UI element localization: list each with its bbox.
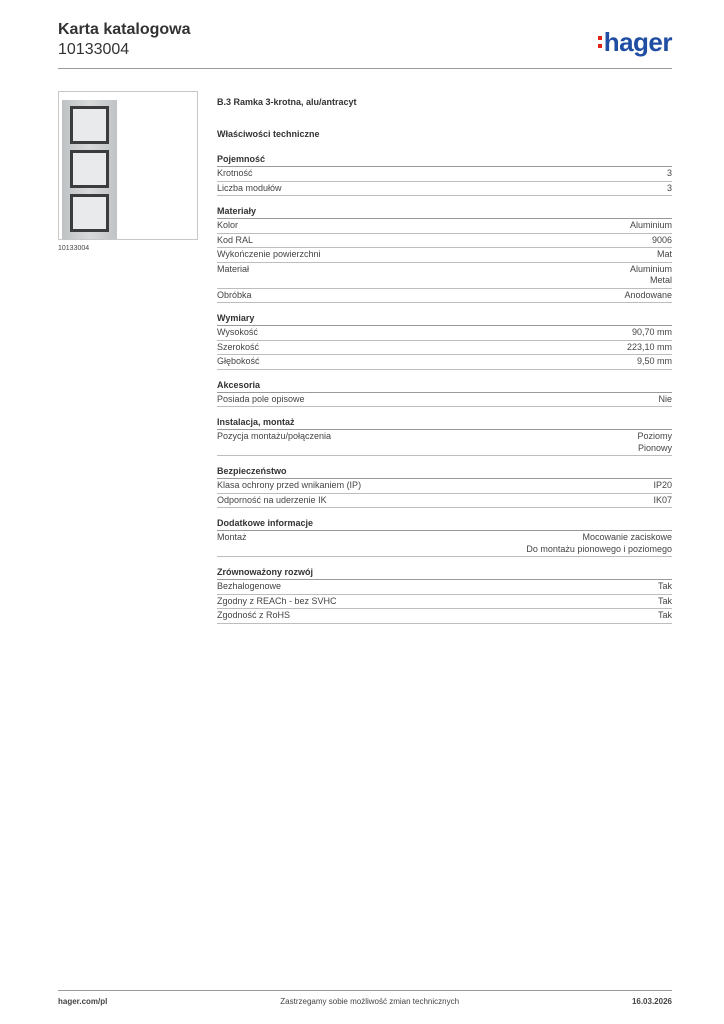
property-label: Obróbka bbox=[217, 289, 252, 300]
property-value-line: Tak bbox=[657, 610, 672, 620]
property-value-line: Pionowy bbox=[637, 442, 672, 453]
footer-divider bbox=[58, 990, 672, 991]
property-row bbox=[217, 494, 672, 509]
property-row bbox=[217, 248, 672, 263]
property-value-line: 9,50 mm bbox=[636, 356, 672, 366]
property-label: Odporność na uderzenie IK bbox=[217, 494, 327, 505]
property-value bbox=[624, 290, 672, 302]
property-value bbox=[526, 532, 672, 555]
property-value bbox=[667, 183, 672, 195]
header-divider bbox=[58, 68, 672, 69]
property-label: Głębokość bbox=[217, 356, 260, 366]
property-value-line: 3 bbox=[666, 182, 672, 193]
group-title: Dodatkowe informacje bbox=[217, 516, 672, 531]
property-value bbox=[658, 610, 672, 622]
product-details bbox=[217, 96, 672, 632]
property-value bbox=[627, 342, 672, 354]
property-value-line: IK07 bbox=[653, 494, 672, 505]
image-caption: 10133004 bbox=[58, 245, 90, 252]
property-value-line: Metal bbox=[649, 275, 672, 285]
property-value bbox=[658, 394, 672, 406]
group-title: Bezpieczeństwo bbox=[217, 464, 672, 479]
property-label: Krotność bbox=[217, 168, 253, 178]
property-value bbox=[657, 249, 672, 261]
property-label: Zgodność z RoHS bbox=[217, 610, 291, 620]
property-value bbox=[637, 356, 672, 368]
property-value-line: 9006 bbox=[651, 234, 672, 245]
property-label: Kod RAL bbox=[217, 234, 254, 245]
property-value-line: Aluminium bbox=[629, 220, 672, 230]
property-group bbox=[217, 415, 672, 456]
group-title: Materiały bbox=[217, 204, 672, 219]
technical-properties-heading: Właściwości techniczne bbox=[217, 129, 320, 139]
property-row bbox=[217, 531, 672, 557]
document-header bbox=[58, 20, 190, 60]
property-value bbox=[658, 596, 672, 608]
group-title: Instalacja, montaż bbox=[217, 415, 672, 430]
property-row bbox=[217, 595, 672, 610]
frame-slot-2 bbox=[70, 150, 109, 188]
product-image bbox=[62, 100, 117, 239]
property-row bbox=[217, 580, 672, 595]
property-label: Szerokość bbox=[217, 341, 260, 352]
property-groups bbox=[217, 152, 672, 624]
property-value bbox=[653, 495, 672, 507]
property-row bbox=[217, 167, 672, 182]
property-group bbox=[217, 152, 672, 196]
property-value bbox=[658, 581, 672, 593]
property-value-line: Tak bbox=[657, 581, 672, 591]
footer-website[interactable]: hager.com/pl bbox=[58, 997, 108, 1006]
property-value-line: 223,10 mm bbox=[626, 341, 672, 352]
property-row bbox=[217, 234, 672, 249]
property-label: Materiał bbox=[217, 263, 250, 274]
property-label: Wysokość bbox=[217, 327, 258, 337]
property-label: Posiada pole opisowe bbox=[217, 393, 305, 404]
property-label: Klasa ochrony przed wnikaniem (IP) bbox=[217, 480, 362, 490]
document-number: 10133004 bbox=[58, 41, 130, 58]
property-group bbox=[217, 464, 672, 508]
footer-note: Zastrzegamy sobie możliwość zmian technicznych bbox=[280, 997, 460, 1006]
property-label: Montaż bbox=[217, 532, 247, 542]
property-row bbox=[217, 341, 672, 356]
property-value-line: Poziomy bbox=[637, 431, 672, 441]
property-value bbox=[632, 327, 672, 339]
property-value bbox=[637, 431, 672, 454]
property-value-line: 3 bbox=[666, 168, 672, 178]
property-group bbox=[217, 204, 672, 303]
property-label: Wykończenie powierzchni bbox=[217, 249, 321, 259]
property-row bbox=[217, 289, 672, 304]
group-title: Akcesoria bbox=[217, 378, 672, 393]
property-label: Zgodny z REACh - bez SVHC bbox=[217, 595, 337, 606]
property-value bbox=[652, 235, 672, 247]
document-title: Karta katalogowa bbox=[58, 21, 191, 38]
property-row bbox=[217, 326, 672, 341]
property-value-line: Aluminium bbox=[629, 263, 672, 274]
property-group bbox=[217, 516, 672, 557]
footer-date: 16.03.2026 bbox=[631, 997, 672, 1006]
page-footer bbox=[58, 997, 672, 1006]
property-value-line: Mat bbox=[656, 249, 672, 259]
property-group bbox=[217, 565, 672, 624]
property-value-line: Mocowanie zaciskowe bbox=[582, 532, 672, 542]
property-label: Bezhalogenowe bbox=[217, 581, 282, 591]
property-label: Liczba modułów bbox=[217, 182, 282, 193]
frame-slot-3 bbox=[70, 194, 109, 232]
product-name: B.3 Ramka 3-krotna, alu/antracyt bbox=[217, 97, 357, 107]
property-row bbox=[217, 609, 672, 624]
property-row bbox=[217, 182, 672, 197]
property-row bbox=[217, 479, 672, 494]
property-value-line: Nie bbox=[658, 393, 672, 404]
property-group bbox=[217, 311, 672, 370]
property-value-line: Do montażu pionowego i poziomego bbox=[526, 543, 672, 554]
property-value-line: 90,70 mm bbox=[631, 327, 672, 337]
property-row bbox=[217, 430, 672, 456]
frame-slot-1 bbox=[70, 106, 109, 144]
hager-logo bbox=[598, 28, 672, 56]
group-title: Pojemność bbox=[217, 152, 672, 167]
property-value-line: Anodowane bbox=[624, 289, 672, 300]
property-value-line: Tak bbox=[657, 595, 672, 606]
logo-text: hager bbox=[603, 27, 672, 57]
property-group bbox=[217, 378, 672, 408]
property-value bbox=[630, 220, 672, 232]
property-value bbox=[667, 168, 672, 180]
property-row bbox=[217, 355, 672, 370]
property-value bbox=[653, 480, 672, 492]
property-row bbox=[217, 219, 672, 234]
property-value-line: IP20 bbox=[653, 480, 672, 490]
property-row bbox=[217, 263, 672, 289]
group-title: Wymiary bbox=[217, 311, 672, 326]
property-row bbox=[217, 393, 672, 408]
property-value bbox=[630, 264, 672, 287]
group-title: Zrównoważony rozwój bbox=[217, 565, 672, 580]
property-label: Pozycja montażu/połączenia bbox=[217, 431, 332, 441]
property-label: Kolor bbox=[217, 220, 239, 230]
logo-dots-icon bbox=[598, 36, 602, 48]
